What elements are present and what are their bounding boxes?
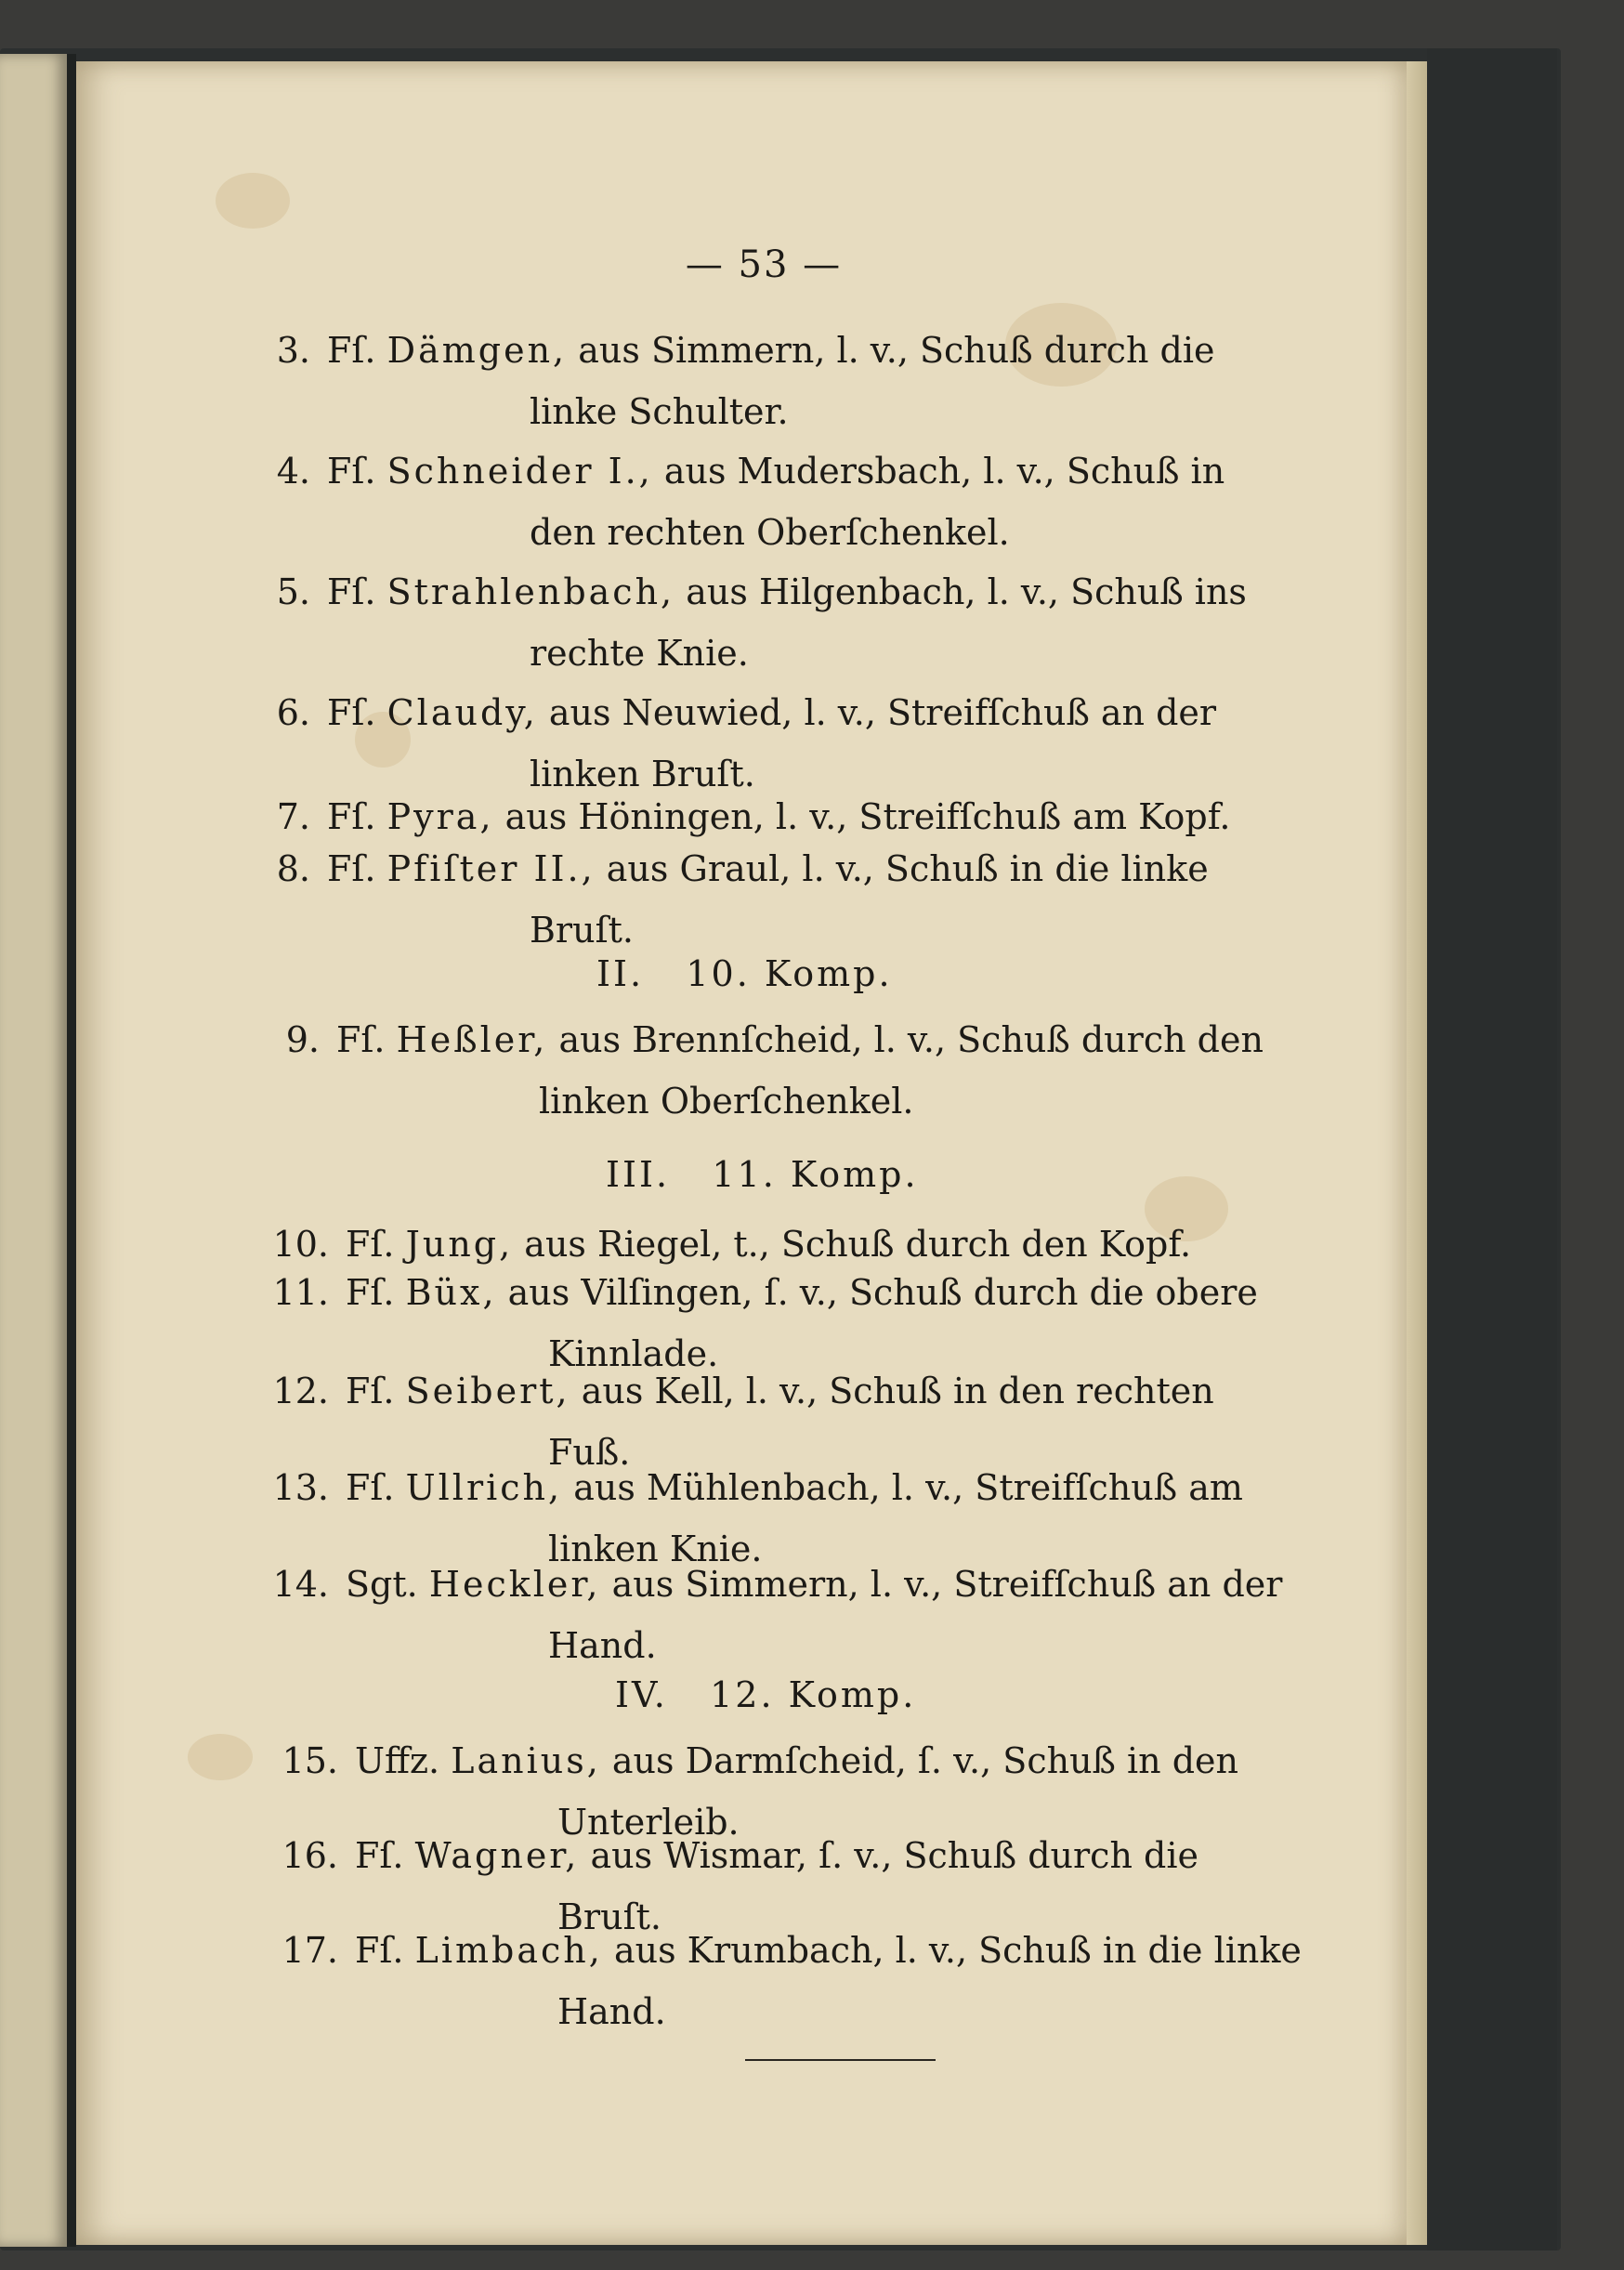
entry-rank: Fſ.: [346, 1272, 395, 1313]
entry-number: 6.: [276, 692, 310, 733]
page-edge: [1407, 61, 1427, 2245]
entry-rank: Fſ.: [327, 571, 376, 612]
entry-number: 13.: [272, 1467, 329, 1508]
page-number: — 53 —: [685, 243, 843, 286]
entry-continuation: Fuß.: [548, 1432, 631, 1473]
entry: [253, 1554, 1349, 1676]
entry-name: Ullrich,: [405, 1467, 563, 1508]
entry-rank: Fſ.: [327, 848, 376, 889]
entry-name: Claudy,: [386, 692, 538, 733]
entry-text: aus Kell, l. v., Schuß in den rechten: [581, 1371, 1214, 1411]
entry-rank: Sgt.: [346, 1564, 418, 1605]
section-heading: II. 10. Komp.: [596, 953, 893, 994]
entry-rank: Fſ.: [327, 796, 376, 837]
end-rule: [745, 2059, 936, 2061]
entry-text: aus Darmſcheid, ſ. v., Schuß in den: [611, 1740, 1239, 1781]
entry-continuation: Unterleib.: [557, 1802, 740, 1843]
entry-name: Lanius,: [451, 1740, 601, 1781]
entry: [234, 320, 1330, 442]
entry-text: aus Neuwied, l. v., Streifſchuß an der: [548, 692, 1217, 733]
entry-rank: Fſ.: [355, 1930, 404, 1971]
entry-number: 16.: [282, 1835, 338, 1876]
entry-continuation: rechte Knie.: [530, 633, 749, 674]
entry-name: Strahlenbach,: [386, 571, 675, 612]
entry-text: aus Krumbach, l. v., Schuß in die linke: [613, 1930, 1302, 1971]
entry-name: Heckler,: [428, 1564, 601, 1605]
entry-continuation: Hand.: [557, 1991, 666, 2032]
entry-number: 10.: [272, 1224, 329, 1265]
entry-name: Seibert,: [405, 1371, 570, 1411]
section-heading: III. 11. Komp.: [606, 1154, 919, 1195]
entry-name: Limbach,: [414, 1930, 603, 1971]
entry-continuation: Kinnlade.: [548, 1333, 719, 1374]
entry-number: 11.: [272, 1272, 329, 1313]
entry-text: aus Simmern, l. v., Schuß durch die: [578, 330, 1215, 371]
entry-continuation: Bruſt.: [557, 1896, 661, 1937]
entry-continuation: Bruſt.: [530, 910, 634, 951]
entry-name: Dämgen,: [386, 330, 568, 371]
entry-text: aus Höningen, l. v., Streifſchuß am Kopf.: [504, 796, 1231, 837]
entry-text: aus Simmern, l. v., Streifſchuß an der: [611, 1564, 1283, 1605]
entry-continuation: linken Knie.: [548, 1529, 763, 1569]
entry-name: Büx,: [405, 1272, 497, 1313]
entry-continuation: den rechten Oberſchenkel.: [530, 512, 1010, 553]
entry-text: aus Mühlenbach, l. v., Streifſchuß am: [573, 1467, 1243, 1508]
entry-rank: Fſ.: [346, 1371, 395, 1411]
entry-text: aus Hilgenbach, l. v., Schuß ins: [686, 571, 1247, 612]
entry-continuation: linken Oberſchenkel.: [539, 1081, 914, 1122]
entry-rank: Fſ.: [346, 1467, 395, 1508]
entry: [234, 838, 1330, 961]
entry-number: 3.: [276, 330, 310, 371]
entry-rank: Fſ.: [336, 1019, 386, 1060]
entry-rank: Uffz.: [355, 1740, 440, 1781]
entry-name: Wagner,: [414, 1835, 580, 1876]
entry: [243, 1009, 1340, 1132]
entry-name: Heßler,: [396, 1019, 548, 1060]
entry-name: Pfiſter II.,: [386, 848, 596, 889]
back-board: [1427, 48, 1557, 2250]
entry-name: Schneider I.,: [386, 451, 653, 492]
entry-text: aus Wismar, ſ. v., Schuß durch die: [590, 1835, 1198, 1876]
entry-continuation: linken Bruſt.: [530, 754, 755, 794]
entry-text: aus Mudersbach, l. v., Schuß in: [663, 451, 1225, 492]
entry-number: 7.: [276, 796, 310, 837]
entry-number: 5.: [276, 571, 310, 612]
page-content: [76, 61, 1407, 2245]
entry-number: 12.: [272, 1371, 329, 1411]
entry-continuation: linke Schulter.: [530, 391, 789, 432]
entry-continuation: Hand.: [548, 1625, 657, 1666]
entry-text: aus Brennſcheid, l. v., Schuß durch den: [558, 1019, 1264, 1060]
entry-number: 15.: [282, 1740, 338, 1781]
entry-number: 9.: [285, 1019, 320, 1060]
entry: [234, 561, 1330, 684]
entry: [234, 440, 1330, 563]
entry-number: 4.: [276, 451, 310, 492]
entry-number: 17.: [282, 1930, 338, 1971]
entry-name: Pyra,: [386, 796, 494, 837]
entry-number: 8.: [276, 848, 310, 889]
left-page-edge: [0, 54, 67, 2247]
entry-text: aus Vilſingen, ſ. v., Schuß durch die obere: [507, 1272, 1258, 1313]
entry-text: aus Graul, l. v., Schuß in die linke: [606, 848, 1209, 889]
entry-name: Jung,: [405, 1224, 514, 1265]
entry-rank: Fſ.: [327, 330, 376, 371]
entry-rank: Fſ.: [346, 1224, 395, 1265]
entry-number: 14.: [272, 1564, 329, 1605]
entry-rank: Fſ.: [327, 692, 376, 733]
entry: [262, 1920, 1358, 2042]
book-gutter: [67, 54, 76, 2247]
entry-rank: Fſ.: [327, 451, 376, 492]
entry-rank: Fſ.: [355, 1835, 404, 1876]
entry-text: aus Riegel, t., Schuß durch den Kopf.: [524, 1224, 1192, 1265]
section-heading: IV. 12. Komp.: [615, 1674, 917, 1715]
